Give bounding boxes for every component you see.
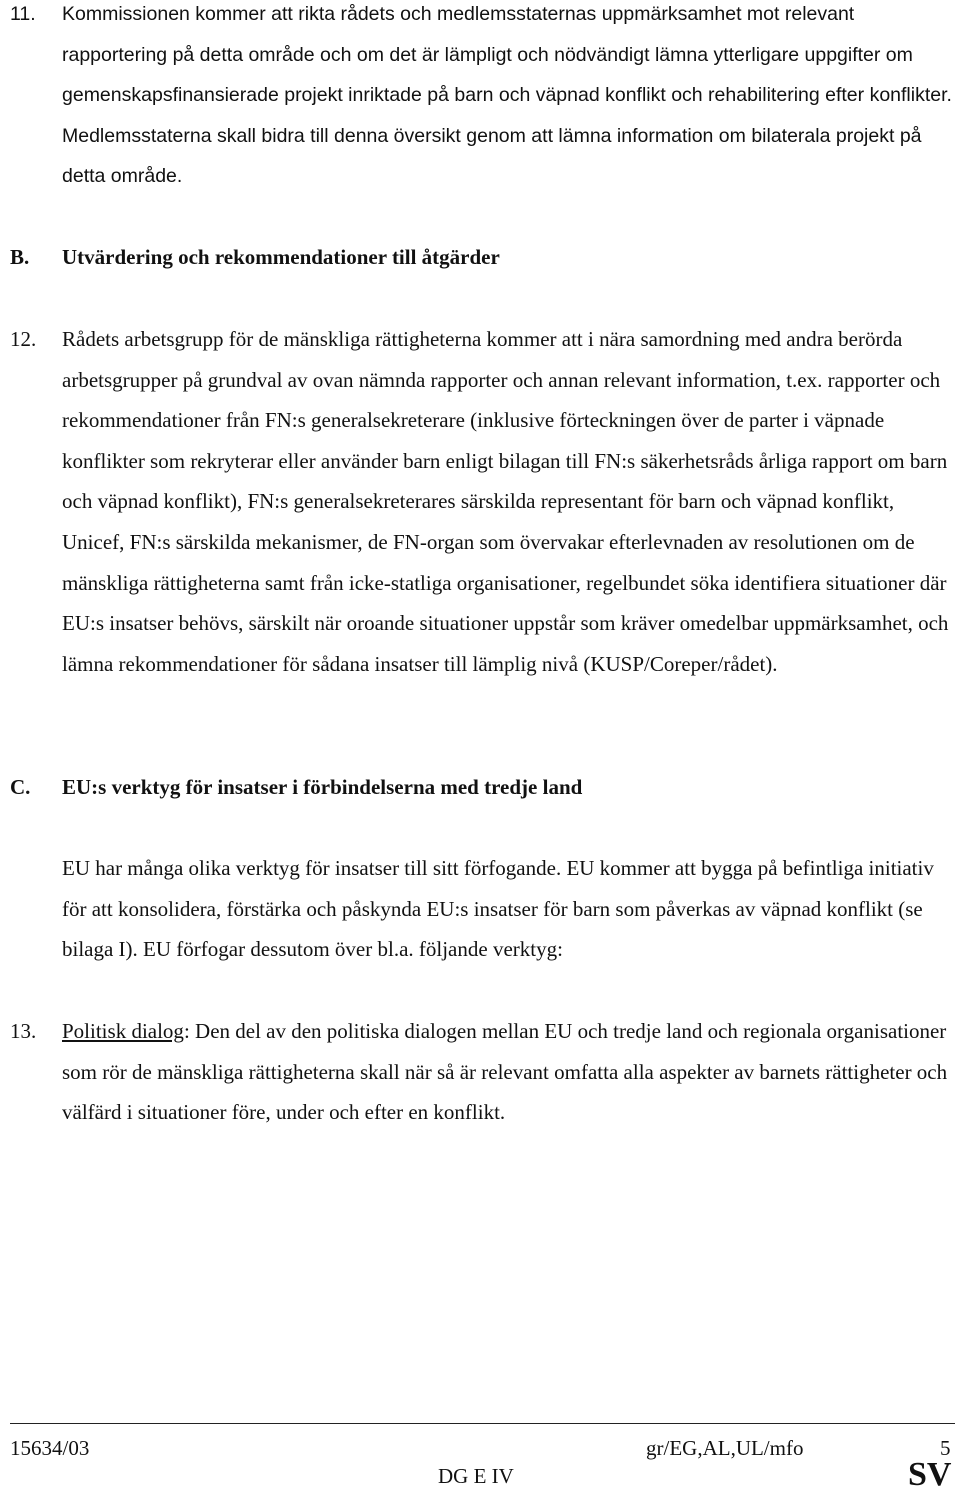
paragraph-13-text: : Den del av den politiska dialogen mellan EU och tredje land och regionala organisationer som rör de mänskliga rättigheterna skall när så är relevant omfatta alla aspekter av barnets rättigheter och välfärd i situationer före, under och efter en konflikt. [62,1019,948,1125]
section-c-title: EU:s verktyg för insatser i förbindelserna med tredje land [62,775,583,799]
paragraph-12-text: Rådets arbetsgrupp för de mänskliga rättigheterna kommer att i nära samordning med andra berörda arbetsgrupper på grundval av ovan nämnda rapporter och annan relevant information, t.ex. rapporter och rekommendationer från FN:s generalsekreterare (inklusive förteckningen över de parter i väpnade konflikter som rekryterar eller använder barn enligt bilagan till FN:s säkerhetsråds årliga rapport om barn och väpnad konflikt), FN:s generalsekreterares särskilda representant för barn och väpnad konflikt, Unicef, FN:s särskilda mekanismer, de FN-organ som övervakar efterlevnaden av resolutionen om de mänskliga rättigheterna samt från icke-statliga organisationer, regelbundet söka identifiera situationer där EU:s insatser behövs, särskilt när oroande situationer uppstår som kräver omedelbar uppmärksamhet, och lämna rekommendationer för sådana insatser till lämplig nivå (KUSP/Coreper/rådet). [62,327,949,676]
section-c-letter: C. [10,775,31,799]
footer-language: SV [908,1456,952,1493]
section-b-title: Utvärdering och rekommendationer till åtgärder [62,245,500,269]
footer-doc-ref: 15634/03 [10,1436,90,1460]
section-c-intro: EU har många olika verktyg för insatser till sitt förfogande. EU kommer att bygga på befintliga initiativ för att konsolidera, förstärka och påskynda EU:s insatser för barn som påverkas av väpnad konflikt (se bilaga I). EU förfogar dessutom över bl.a. följande verktyg: [62,856,934,962]
paragraph-13-number: 13. [10,1019,37,1043]
paragraph-13-body [62,1011,954,1133]
section-b-letter: B. [10,245,30,269]
footer-dg: DG E IV [438,1464,514,1488]
paragraph-12-number: 12. [10,327,37,351]
footer-page-number: 5 [940,1436,951,1460]
paragraph-11-number: 11. [10,3,36,25]
paragraph-11-text: Kommissionen kommer att rikta rådets och medlemsstaternas uppmärksamhet mot relevant rapportering på detta område och om det är lämpligt och nödvändigt lämna ytterligare uppgifter om gemenskapsfinansierade projekt inriktade på barn och väpnad konflikt och rehabilitering efter konflikter. Medlemsstaterna skall bidra till denna översikt genom att lämna information om bilaterala projekt på detta område. [62,3,952,188]
paragraph-13-term: Politisk dialog [62,1019,184,1043]
footer-initials: gr/EG,AL,UL/mfo [646,1436,804,1460]
footer-rule [10,1423,955,1424]
